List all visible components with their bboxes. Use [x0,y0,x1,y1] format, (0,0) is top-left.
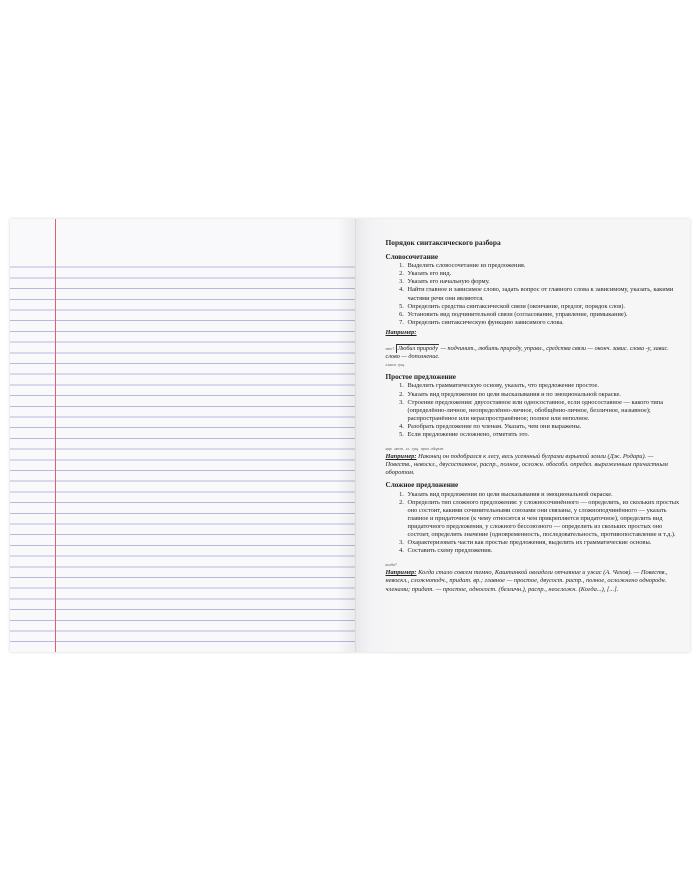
scheme-mark: прич. оборот [420,446,444,452]
example-label: Например: [385,453,417,461]
list-item: 4. Разобрать предложение по членам. Указать, чем они выражены. [406,423,681,431]
list-item: 1. Выделить словосочетание из предложения. [406,262,681,270]
notebook-spread [10,219,690,652]
scheme-mark: сущ. [397,362,406,368]
margin-line [55,219,56,652]
scheme-mark: нар. [385,446,393,452]
example-text: Когда стало совсем темно, Каштанкой овладели отчаяние и ужас (А. Чехов). — Повеств., невоскл., сложноподч., придат. вр.; главное — простое, двусост. распр., полное, осложнено однородн. членами; придат. — простое, односост. (безличн.), распр., неосложн. (Когда...), [...]. [385,569,668,593]
scheme-mark: когда? [385,562,397,568]
list-item: 6. Установить вид подчинительной связи (согласование, управление, примыкание). [406,311,681,319]
example-phrase [386,329,681,337]
list-item: 2. Определить тип сложного предложения: у сложносочинённого — определить, из скольких простых оно состоит, какими сочинительными союзами они связаны, у сложноподчинённого — указать главное и придаточное (к чему относится и чем прикрепляется придаточное), определить вид придаточного предложения, у сложного бессоюзного — определить из скольких простых оно состоит, определить значение (одновременность, последовательность, противопоставление и т.д.). [406,499,681,539]
scheme-phrase: Любил природу [397,345,438,353]
phrase-scheme [386,339,681,369]
phrase-steps-list [386,262,681,327]
section-heading-complex-sentence: Сложное предложение [385,481,459,490]
list-item: 2. Указать вид предложения по цели высказывания и по эмоциональной окраске. [406,391,681,399]
list-item: 4. Найти главное и зависимое слово, задать вопрос от главного слова к зависимому, указать, какими частями речи они являются. [406,286,681,302]
example-simple-sentence [386,445,681,477]
page-title: Порядок синтаксического разбора [385,238,501,247]
list-item: 3. Охарактеризовать части как простые предложения, выделить их грамматические основы. [406,539,681,547]
list-item: 4. Составить схему предложения. [406,547,681,555]
list-item: 3. Указать его начальную форму. [406,278,681,286]
scheme-mark: гл. [405,446,410,452]
list-item: 5. Если предложение осложнено, отметить это. [406,431,681,439]
scheme-mark: сущ. [411,446,420,452]
scheme-mark: глагол [385,362,397,368]
list-item: 1. Указать вид предложения по цели высказывания и эмоциональной окраске. [406,491,681,499]
page-content [386,239,681,596]
list-item: 2. Указать его вид. [406,270,681,278]
list-item: 7. Определить синтаксическую функцию зависимого слова. [406,319,681,327]
gutter-shadow [337,219,355,652]
reference-page [356,219,691,652]
example-text: Наконец он подобрался к лесу, весь усеянный буграми взрытой земли (Дж. Родари). — Повеств., невоскл., двусоставное, распр., полное, осложн. обособл. определ. выраженным причастным оборотом. [385,453,668,477]
scheme-explanation: — подчинит., любить природу, управл., средства связи — оконч. завис. слова -у, завис. слово — дополнение. [385,345,669,361]
section-heading-phrase: Словосочетание [385,253,439,262]
simple-sentence-steps-list [386,382,681,439]
complex-sentence-steps-list [386,491,681,556]
list-item: 3. Строение предложения: двусоставное или односоставное, если односоставное — какого типа (определённо-личное, неопределённо-личное, обобщённо-личное, безличное, назывное); распространённое или нераспространённое; полное или неполное. [406,399,681,423]
example-label: Например: [385,569,417,577]
example-label: Например: [385,328,417,336]
list-item: 5. Определить средства синтаксической связи (окончание, предлог, порядок слов). [406,303,681,311]
lined-page [10,219,356,652]
scheme-mark: мест. [394,446,405,452]
section-heading-simple-sentence: Простое предложение [385,373,456,382]
list-item: 1. Выделить грамматическую основу, указать, что предложение простое. [406,382,681,390]
scheme-mark: что? [385,346,395,352]
example-complex-sentence [386,561,681,593]
